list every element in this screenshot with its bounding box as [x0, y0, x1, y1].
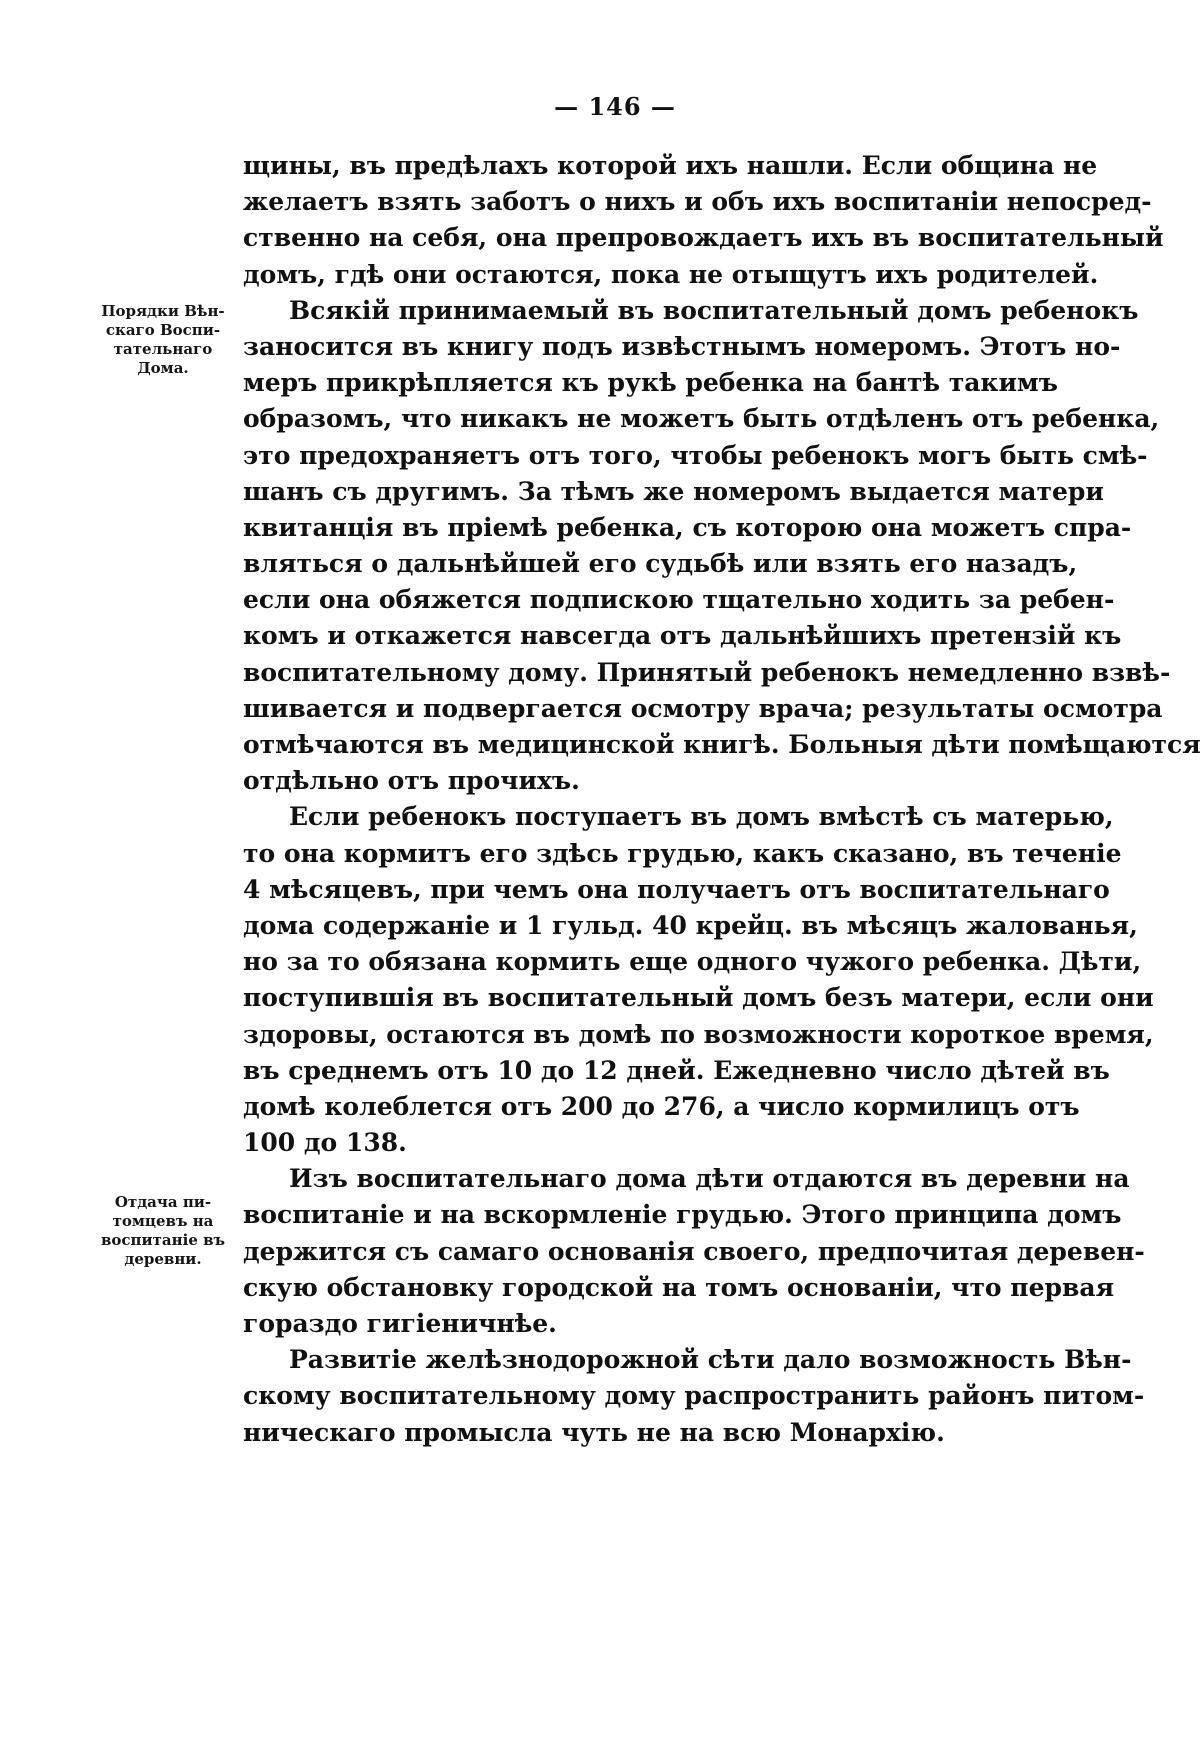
margin-note-line: воспитаніе въ [100, 1231, 226, 1249]
text-line: Развитіе желѣзнодорожной сѣти дало возможность Вѣн- [289, 1345, 1132, 1375]
text-line: вляться о дальнѣйшей его судьбѣ или взять его назадъ, [243, 549, 1078, 579]
margin-note-line: тательнаго [113, 340, 213, 358]
text-line: поступившія въ воспитательный домъ безъ матери, если они [243, 983, 1154, 1013]
text-line: то она кормитъ его здѣсь грудью, какъ сказано, въ теченіе [243, 838, 1122, 868]
text-line: скую обстановку городской на томъ основаніи, что первая [243, 1272, 1115, 1302]
page-number: — 146 — [554, 92, 676, 121]
margin-note-line: Отдача пи- [114, 1193, 212, 1211]
text-line: домъ, гдѣ они остаются, пока не отыщутъ ихъ родителей. [243, 259, 1099, 289]
text-line: 4 мѣсяцевъ, при чемъ она получаетъ отъ воспитательнаго [243, 874, 1110, 904]
text-line: держится съ самаго основанія своего, предпочитая деревен- [243, 1236, 1145, 1266]
text-line: шивается и подвергается осмотру врача; результаты осмотра [243, 693, 1163, 723]
text-line: скому воспитательному дому распространить районъ питом- [243, 1381, 1145, 1411]
text-line: въ среднемъ отъ 10 до 12 дней. Ежедневно число дѣтей въ [243, 1055, 1110, 1085]
margin-note-line: Дома. [137, 359, 189, 377]
text-line: домѣ колеблется отъ 200 до 276, а число кормилицъ отъ [243, 1091, 1080, 1121]
text-line: Если ребенокъ поступаетъ въ домъ вмѣстѣ съ матерью, [289, 802, 1114, 832]
text-line: образомъ, что никакъ не можетъ быть отдѣленъ отъ ребенка, [243, 404, 1160, 434]
text-line: Изъ воспитательнаго дома дѣти отдаются въ деревни на [289, 1164, 1130, 1194]
text-line: гораздо гигіеничнѣе. [243, 1309, 557, 1338]
margin-note-line: скаго Воспи- [105, 321, 221, 339]
text-line: отмѣчаются въ медицинской книгѣ. Больныя дѣти помѣщаются [243, 730, 1201, 759]
margin-note-line: томцевъ на [112, 1212, 214, 1230]
text-line: здоровы, остаются въ домѣ по возможности короткое время, [243, 1019, 1154, 1049]
text-line: отдѣльно отъ прочихъ. [243, 766, 580, 796]
text-line: ственно на себя, она препровождаетъ ихъ въ воспитательный [243, 223, 1164, 253]
text-line: если она обяжется подпискою тщательно ходить за ребен- [243, 585, 1115, 615]
text-line: ническаго промысла чуть не на всю Монархію. [243, 1417, 945, 1447]
text-line: квитанція въ пріемѣ ребенка, съ которою она можетъ спра- [243, 512, 1132, 542]
text-line: но за то обязана кормить еще одного чужого ребенка. Дѣти, [243, 947, 1142, 977]
text-line: желаетъ взять заботъ о нихъ и объ ихъ воспитаніи непосред- [243, 187, 1152, 217]
text-line: комъ и откажется навсегда отъ дальнѣйшихъ претензій къ [243, 621, 1122, 651]
margin-note-foster-villages [92, 1193, 234, 1269]
text-line: щины, въ предѣлахъ которой ихъ нашли. Если община не [243, 151, 1098, 180]
text-line: воспитательному дому. Принятый ребенокъ немедленно взвѣ- [243, 657, 1171, 687]
body-text [243, 148, 1201, 1451]
text-line: воспитаніе и на вскормленіе грудью. Этого принципа домъ [243, 1200, 1122, 1230]
text-line: 100 до 138. [243, 1128, 407, 1158]
margin-note-line: деревни. [124, 1250, 202, 1268]
text-line: шанъ съ другимъ. За тѣмъ же номеромъ выдается матери [243, 476, 1104, 506]
text-line: заносится въ книгу подъ извѣстнымъ номеромъ. Этотъ но- [243, 331, 1121, 361]
text-line: меръ прикрѣпляется къ рукѣ ребенка на бантѣ такимъ [243, 368, 1058, 398]
margin-note-home-procedures [92, 302, 234, 378]
text-line: Всякій принимаемый въ воспитательный домъ ребенокъ [289, 295, 1139, 325]
margin-note-line: Порядки Вѣн- [101, 302, 225, 320]
text-line: дома содержаніе и 1 гульд. 40 крейц. въ мѣсяцъ жалованья, [243, 910, 1138, 940]
text-line: это предохраняетъ отъ того, чтобы ребенокъ могъ быть смѣ- [243, 440, 1148, 470]
